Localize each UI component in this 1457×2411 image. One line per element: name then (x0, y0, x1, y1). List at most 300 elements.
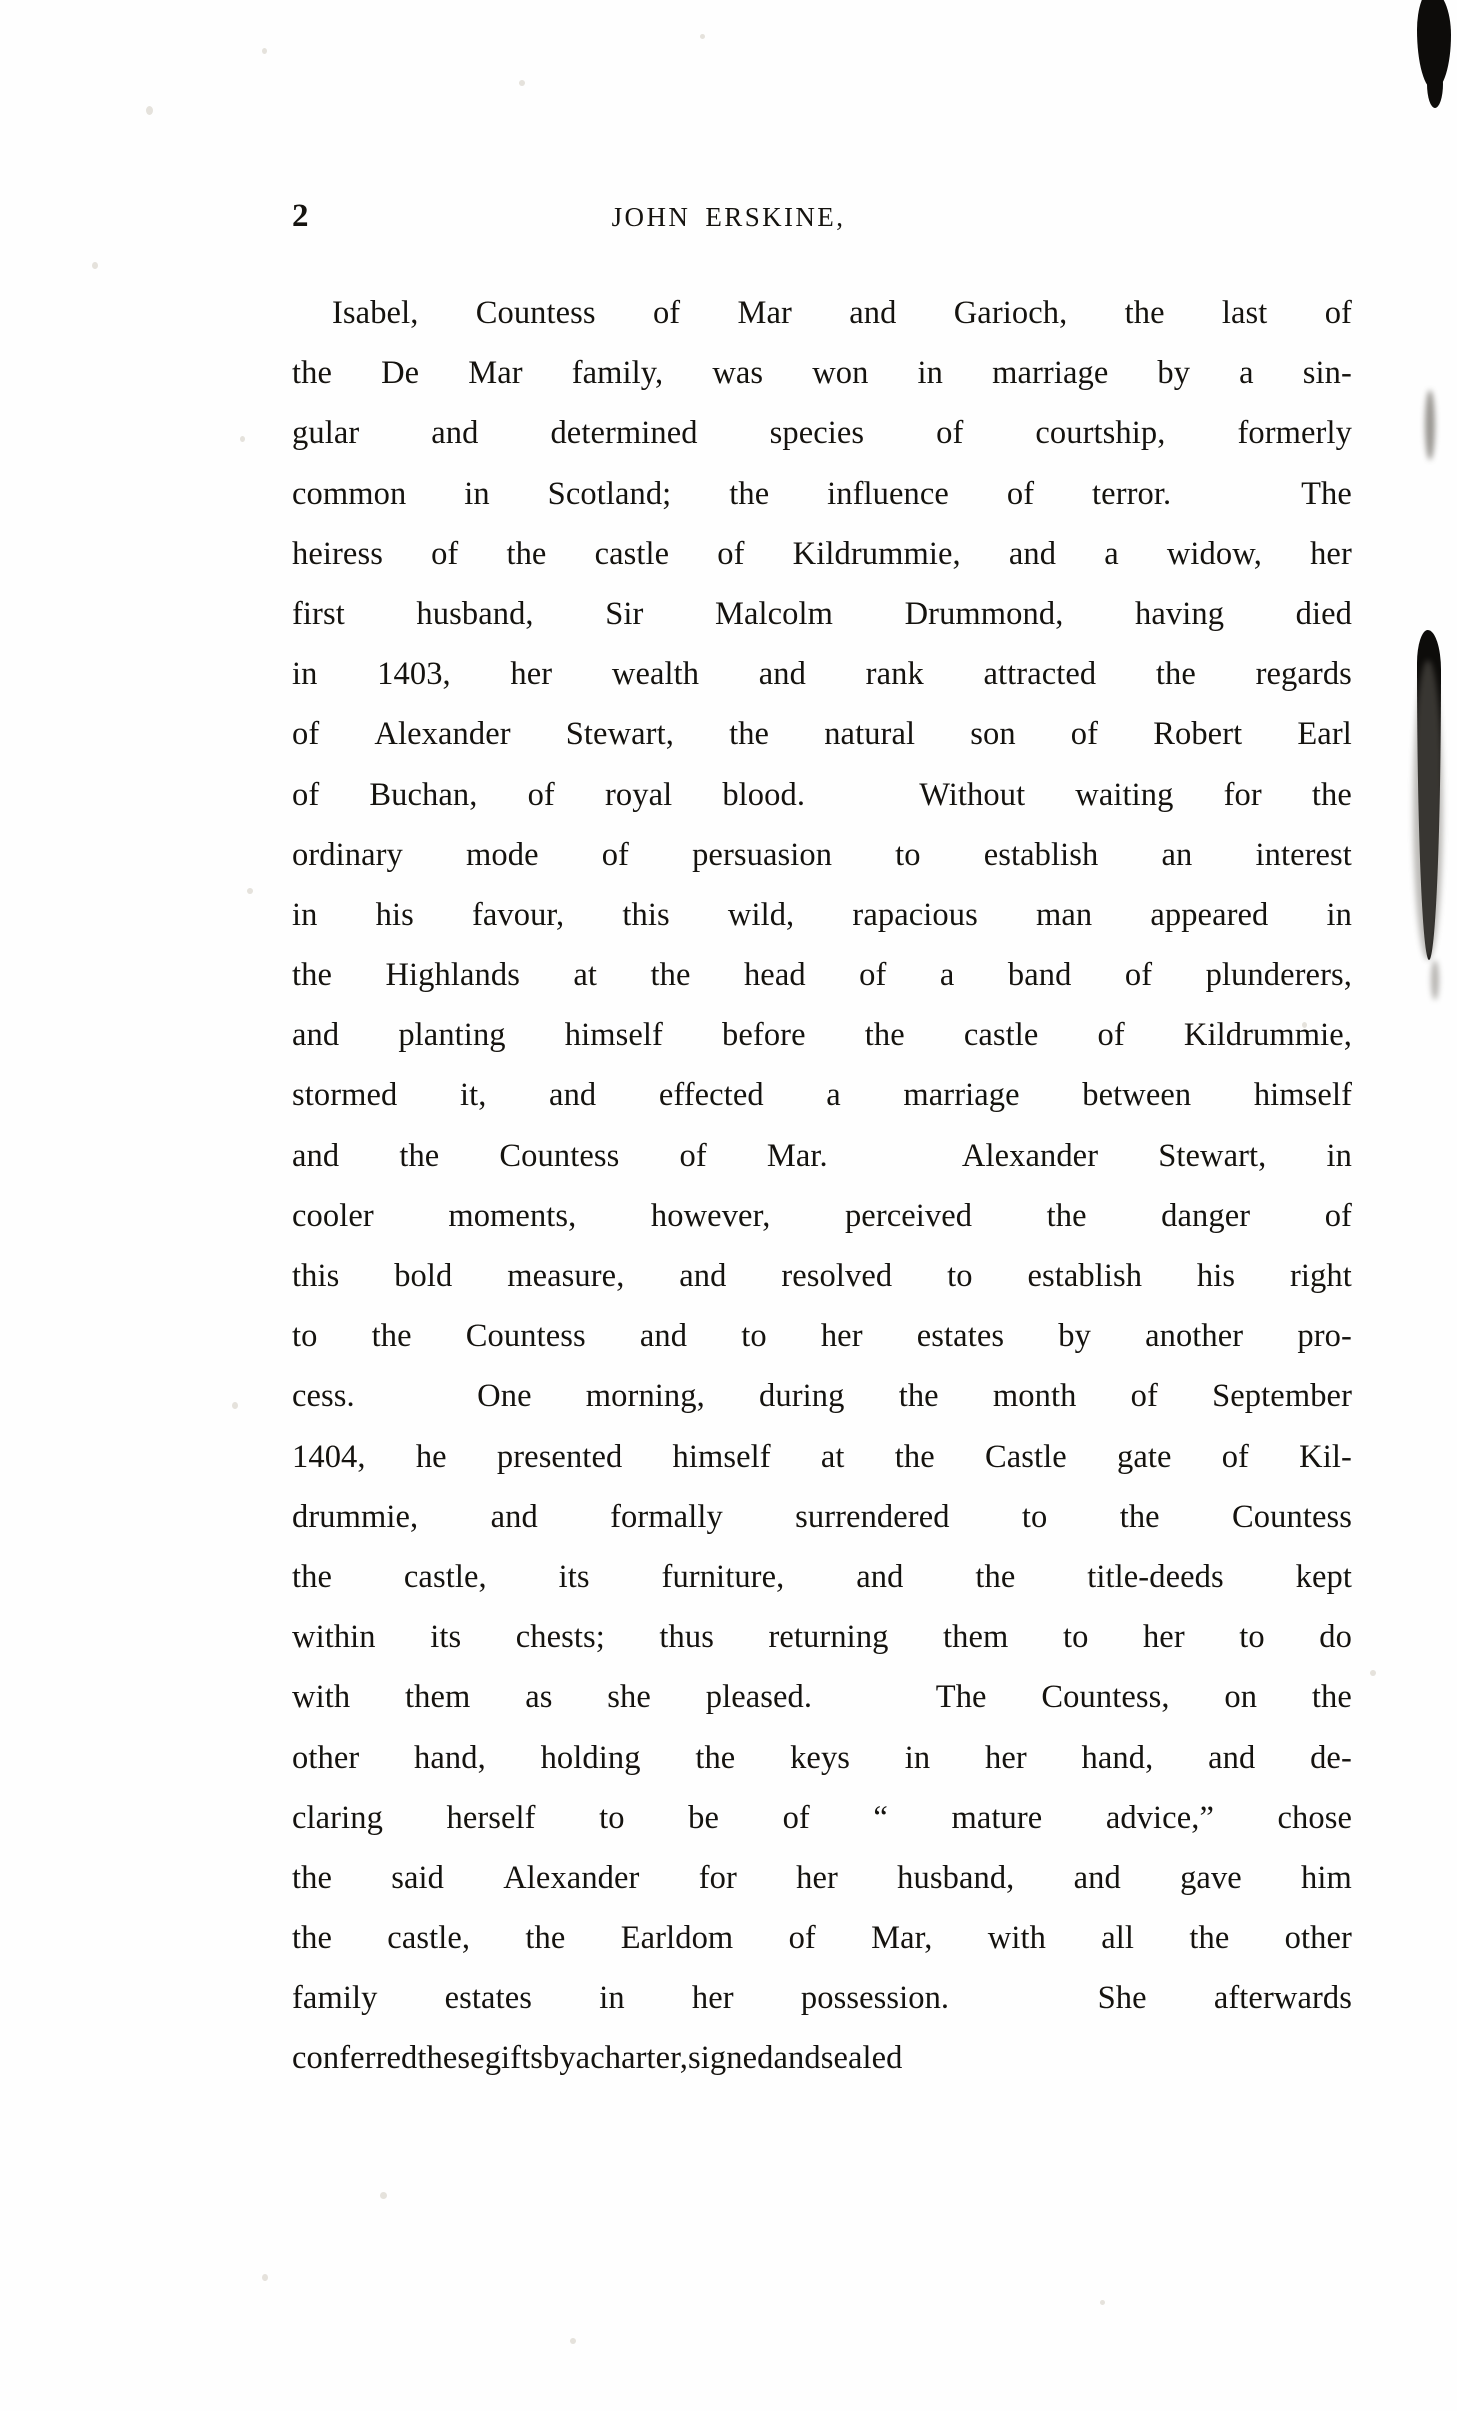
word: effected (658, 1077, 764, 1114)
word: her (510, 656, 553, 693)
word: and (1208, 1739, 1256, 1776)
word: was (712, 355, 764, 392)
word: in (599, 1980, 625, 2017)
word: mature (951, 1799, 1043, 1836)
word: rapacious (852, 896, 978, 933)
text-line (292, 825, 1352, 885)
word: ordinary (292, 836, 403, 873)
sentence-gap (409, 1366, 423, 1426)
word: castle, (403, 1558, 487, 1595)
word: during (759, 1378, 845, 1415)
word: the (1311, 1679, 1352, 1716)
word: pro- (1297, 1318, 1352, 1355)
word: the (1124, 295, 1165, 331)
word: danger (1161, 1197, 1251, 1234)
word: the (1189, 1920, 1230, 1957)
word: Sir (605, 595, 644, 632)
word: and (773, 2040, 821, 2077)
text-line (292, 1005, 1352, 1065)
word: title-deeds (1087, 1558, 1224, 1595)
word: gave (1180, 1859, 1242, 1896)
word: courtship, (1035, 415, 1166, 452)
text-line (292, 1246, 1352, 1306)
text-line (292, 1788, 1352, 1848)
word: gular (292, 415, 360, 452)
text-line (292, 644, 1352, 704)
word: at (573, 957, 598, 994)
word: establish (983, 836, 1099, 873)
word: the (292, 355, 333, 392)
page-number: 2 (292, 198, 309, 234)
word: of (1097, 1017, 1125, 1054)
word: he (415, 1438, 447, 1475)
sentence-gap (888, 1126, 902, 1186)
word: be (688, 1799, 720, 1836)
word: the (894, 1438, 935, 1475)
word: she (607, 1679, 651, 1716)
word: Stewart, (565, 716, 674, 753)
word: Without (919, 776, 1026, 813)
text-line (292, 343, 1352, 403)
word: Mar. (766, 1137, 828, 1174)
word: wild, (727, 896, 795, 933)
word: of (1124, 957, 1153, 994)
word: Kildrummie, (1183, 1017, 1352, 1054)
word: De (381, 355, 420, 392)
text-line (292, 524, 1352, 584)
word: the (292, 1859, 333, 1896)
word: thus (659, 1619, 714, 1656)
word: of (859, 957, 887, 994)
word: husband, (416, 595, 534, 632)
word: Robert (1153, 716, 1243, 753)
word: to (1021, 1498, 1048, 1535)
word: kept (1295, 1558, 1352, 1595)
word: this (622, 896, 670, 933)
word: the (371, 1318, 412, 1355)
sentence-gap (1016, 1968, 1030, 2028)
word: signed (688, 2040, 774, 2077)
word: in (917, 355, 944, 392)
word: with (987, 1920, 1046, 1957)
word: drummie, (292, 1498, 419, 1535)
word: rank (865, 656, 924, 693)
word: The (1301, 475, 1352, 512)
word: of (1130, 1378, 1158, 1415)
text-line (292, 283, 1352, 343)
word: of (1070, 716, 1099, 753)
paper-speck (92, 262, 98, 269)
word: gate (1116, 1438, 1172, 1475)
word: Earldom (620, 1920, 734, 1957)
word: Alexander (374, 716, 511, 753)
word: himself (1253, 1077, 1352, 1114)
word: conferred (292, 2040, 418, 2077)
word: moments, (448, 1197, 577, 1234)
paper-speck (570, 2338, 576, 2344)
text-line (292, 1547, 1352, 1607)
word: appeared (1150, 896, 1269, 933)
word: month (992, 1378, 1077, 1415)
word: the (729, 475, 770, 512)
paper-speck (700, 34, 705, 39)
word: a (1104, 535, 1119, 572)
word: 1403, (377, 656, 451, 693)
word: formerly (1237, 415, 1352, 452)
word: chose (1277, 1799, 1352, 1836)
paper-speck (380, 2192, 387, 2199)
word: its (558, 1558, 590, 1595)
word: before (722, 1017, 806, 1054)
word: of (1324, 295, 1352, 331)
word: between (1082, 1077, 1192, 1114)
word: morning, (585, 1378, 705, 1415)
word: claring (292, 1799, 383, 1836)
word: its (430, 1619, 462, 1656)
word: September (1212, 1378, 1352, 1415)
word: de- (1310, 1739, 1352, 1776)
word: to (1239, 1619, 1265, 1656)
word: and (679, 1258, 727, 1294)
word: the (1155, 656, 1196, 693)
text-line (292, 1908, 1352, 1968)
word: head (743, 957, 806, 994)
text-line (292, 704, 1352, 764)
word: estates (444, 1980, 532, 2017)
word: pleased. (705, 1679, 813, 1716)
word: Scotland; (547, 475, 672, 512)
word: Earl (1297, 716, 1352, 753)
word: royal (604, 776, 673, 813)
word: of (292, 776, 320, 813)
word: species (769, 415, 865, 452)
word: to (292, 1318, 318, 1355)
word: the (525, 1920, 566, 1957)
word: Kil- (1299, 1438, 1352, 1475)
word: his (375, 896, 414, 933)
word: in (292, 656, 318, 693)
paper-speck (1100, 2300, 1105, 2305)
text-line (292, 1427, 1352, 1487)
word: afterwards (1213, 1980, 1352, 2017)
word: other (292, 1739, 360, 1776)
word: to (947, 1258, 973, 1294)
word: said (391, 1859, 444, 1896)
word: husband, (897, 1859, 1015, 1896)
text-line (292, 1848, 1352, 1908)
word: the (292, 1920, 333, 1957)
body-text (292, 283, 1352, 2089)
paper-speck (1370, 1670, 1376, 1676)
word: keys (790, 1739, 851, 1776)
word: another (1145, 1318, 1244, 1355)
word: of (1221, 1438, 1249, 1475)
sentence-gap (867, 1667, 881, 1727)
word: returning (768, 1619, 889, 1656)
word: Mar (468, 355, 523, 392)
word: estates (916, 1318, 1005, 1355)
word: Countess (475, 295, 596, 331)
word: and (1008, 535, 1057, 572)
word: perceived (844, 1197, 973, 1234)
word: resolved (781, 1258, 893, 1294)
paper-speck (247, 888, 253, 894)
word: of (527, 776, 555, 813)
word: of (601, 836, 629, 873)
word: at (820, 1438, 845, 1475)
word: in (1326, 896, 1352, 933)
word: and (1073, 1859, 1121, 1896)
word: and (292, 1137, 340, 1174)
word: do (1319, 1619, 1352, 1656)
text-line (292, 584, 1352, 644)
word: and (856, 1558, 904, 1595)
word: marriage (903, 1077, 1020, 1114)
word: for (698, 1859, 737, 1896)
word: Stewart, (1158, 1137, 1267, 1174)
text-line (292, 2028, 1352, 2088)
word: her (820, 1318, 863, 1355)
word: by (1157, 355, 1191, 392)
word: Mar (737, 295, 792, 331)
word: however, (650, 1197, 771, 1234)
word: marriage (992, 355, 1109, 392)
word: Castle (984, 1438, 1067, 1475)
word: Countess (499, 1137, 620, 1174)
sentence-gap (1229, 464, 1243, 524)
paper-speck (262, 48, 267, 54)
word: gifts (484, 2040, 543, 2077)
word: cooler (292, 1197, 374, 1234)
word: and (758, 656, 807, 693)
word: establish (1027, 1258, 1143, 1294)
paper-speck (146, 106, 153, 115)
word: in (1326, 1137, 1352, 1174)
word: castle (594, 535, 670, 572)
word: and (431, 415, 479, 452)
word: attracted (983, 656, 1097, 693)
word: blood. (722, 776, 806, 813)
word: surrendered (795, 1498, 950, 1535)
word: the (292, 1558, 333, 1595)
word: them (405, 1679, 471, 1716)
word: interest (1255, 836, 1352, 873)
word: the (1119, 1498, 1160, 1535)
word: the (864, 1017, 905, 1054)
word: the (695, 1739, 736, 1776)
paper-speck (519, 80, 525, 86)
word: her (1142, 1619, 1185, 1656)
word: of (717, 535, 745, 572)
text-line (292, 885, 1352, 945)
word: by (542, 2040, 576, 2077)
word: terror. (1092, 475, 1172, 512)
word: within (292, 1619, 376, 1656)
word: himself (672, 1438, 771, 1475)
word: of (431, 535, 459, 572)
word: the (898, 1378, 939, 1415)
word: presented (496, 1438, 623, 1475)
word: Alexander (961, 1137, 1099, 1174)
word: a (575, 2040, 591, 2077)
word: “ (873, 1799, 888, 1836)
text-line (292, 1728, 1352, 1788)
text-line (292, 1487, 1352, 1547)
word: of (936, 415, 964, 452)
word: of (679, 1137, 707, 1174)
sentence-gap (855, 765, 869, 825)
word: and (549, 1077, 597, 1114)
word: widow, (1166, 535, 1262, 572)
word: wealth (611, 656, 700, 693)
word: of (292, 716, 320, 753)
text-line (292, 464, 1352, 524)
paper-speck (262, 2274, 268, 2281)
text-line (292, 1126, 1352, 1186)
word: 1404, (292, 1438, 366, 1475)
word: them (943, 1619, 1009, 1656)
word: her (796, 1859, 838, 1896)
text-line (292, 945, 1352, 1005)
word: died (1295, 595, 1352, 632)
word: holding (540, 1739, 641, 1776)
word: persuasion (692, 836, 833, 873)
word: hand, (414, 1739, 486, 1776)
word: regards (1255, 656, 1352, 693)
word: and (639, 1318, 688, 1355)
word: band (1007, 957, 1072, 994)
word: having (1135, 595, 1225, 632)
word: advice,” (1105, 1799, 1214, 1836)
word: Drummond, (904, 595, 1064, 632)
word: mode (466, 836, 539, 873)
word: The (935, 1679, 987, 1716)
text-line (292, 1306, 1352, 1366)
word: in (292, 896, 318, 933)
word: plunderers, (1205, 957, 1352, 994)
word: an (1161, 836, 1193, 873)
word: Countess, (1041, 1679, 1170, 1716)
word: sealed (820, 2040, 903, 2077)
word: man (1035, 896, 1093, 933)
word: She (1097, 1980, 1147, 2017)
word: for (1223, 776, 1262, 813)
word: himself (564, 1017, 663, 1054)
word: waiting (1075, 776, 1174, 813)
word: Highlands (385, 957, 520, 994)
word: the (975, 1558, 1016, 1595)
word: determined (550, 415, 698, 452)
text-line (292, 1968, 1352, 2028)
word: the (650, 957, 691, 994)
word: family (292, 1980, 378, 2017)
word: it, (459, 1077, 487, 1114)
word: sin- (1302, 355, 1352, 392)
text-line (292, 1667, 1352, 1727)
word: charter, (590, 2040, 689, 2077)
word: Kildrummie, (792, 535, 961, 572)
word: family, (571, 355, 664, 392)
word: of (1006, 475, 1035, 512)
paper-speck (232, 1402, 238, 1409)
word: the (506, 535, 547, 572)
word: his (1196, 1258, 1236, 1294)
word: castle, (387, 1920, 471, 1957)
word: on (1224, 1679, 1258, 1716)
word: natural (824, 716, 916, 753)
word: Mar, (871, 1920, 933, 1957)
word: son (970, 716, 1016, 753)
word: her (985, 1739, 1027, 1776)
word: Alexander (503, 1859, 640, 1896)
word: influence (827, 475, 949, 512)
text-line (292, 1607, 1352, 1667)
text-line (292, 403, 1352, 463)
word: all (1101, 1920, 1135, 1957)
paper-speck (240, 436, 245, 442)
text-line (292, 765, 1352, 825)
word: first (292, 595, 345, 632)
word: cess. (292, 1378, 355, 1415)
word: hand, (1081, 1739, 1154, 1776)
word: other (1284, 1920, 1352, 1957)
word: to (1062, 1619, 1089, 1656)
text-line (292, 1186, 1352, 1246)
word: by (1058, 1318, 1091, 1355)
word: herself (446, 1799, 536, 1836)
word: and (292, 1017, 340, 1054)
word: Isabel, (332, 295, 419, 331)
word: possession. (800, 1980, 950, 2017)
word: favour, (471, 896, 565, 933)
word: Garioch, (953, 295, 1068, 331)
word: bold (394, 1258, 453, 1294)
word: Countess (465, 1318, 586, 1355)
word: the (729, 716, 770, 753)
word: furniture, (661, 1558, 785, 1595)
word: Buchan, (369, 776, 478, 813)
word: the (399, 1137, 440, 1174)
word: her (1310, 535, 1352, 572)
word: a (826, 1077, 841, 1114)
word: and (490, 1498, 538, 1535)
word: measure, (507, 1258, 625, 1294)
word: chests; (515, 1619, 605, 1656)
word: planting (398, 1017, 506, 1054)
word: of (652, 295, 681, 331)
word: last (1221, 295, 1268, 331)
page-header (0, 196, 1457, 236)
word: and (849, 295, 897, 331)
word: in (904, 1739, 931, 1776)
word: won (812, 355, 869, 392)
word: a (939, 957, 955, 994)
word: formally (610, 1498, 723, 1535)
word: these (417, 2040, 485, 2077)
word: to (741, 1318, 767, 1355)
word: heiress (292, 535, 383, 572)
text-line (292, 1065, 1352, 1125)
word: of (788, 1920, 816, 1957)
word: to (895, 836, 921, 873)
word: with (292, 1679, 351, 1716)
word: of (782, 1799, 810, 1836)
word: Countess (1232, 1498, 1352, 1535)
word: as (525, 1679, 553, 1716)
word: the (1311, 776, 1352, 813)
word: common (292, 475, 407, 512)
scan-edge-artifact (1397, 0, 1457, 2411)
